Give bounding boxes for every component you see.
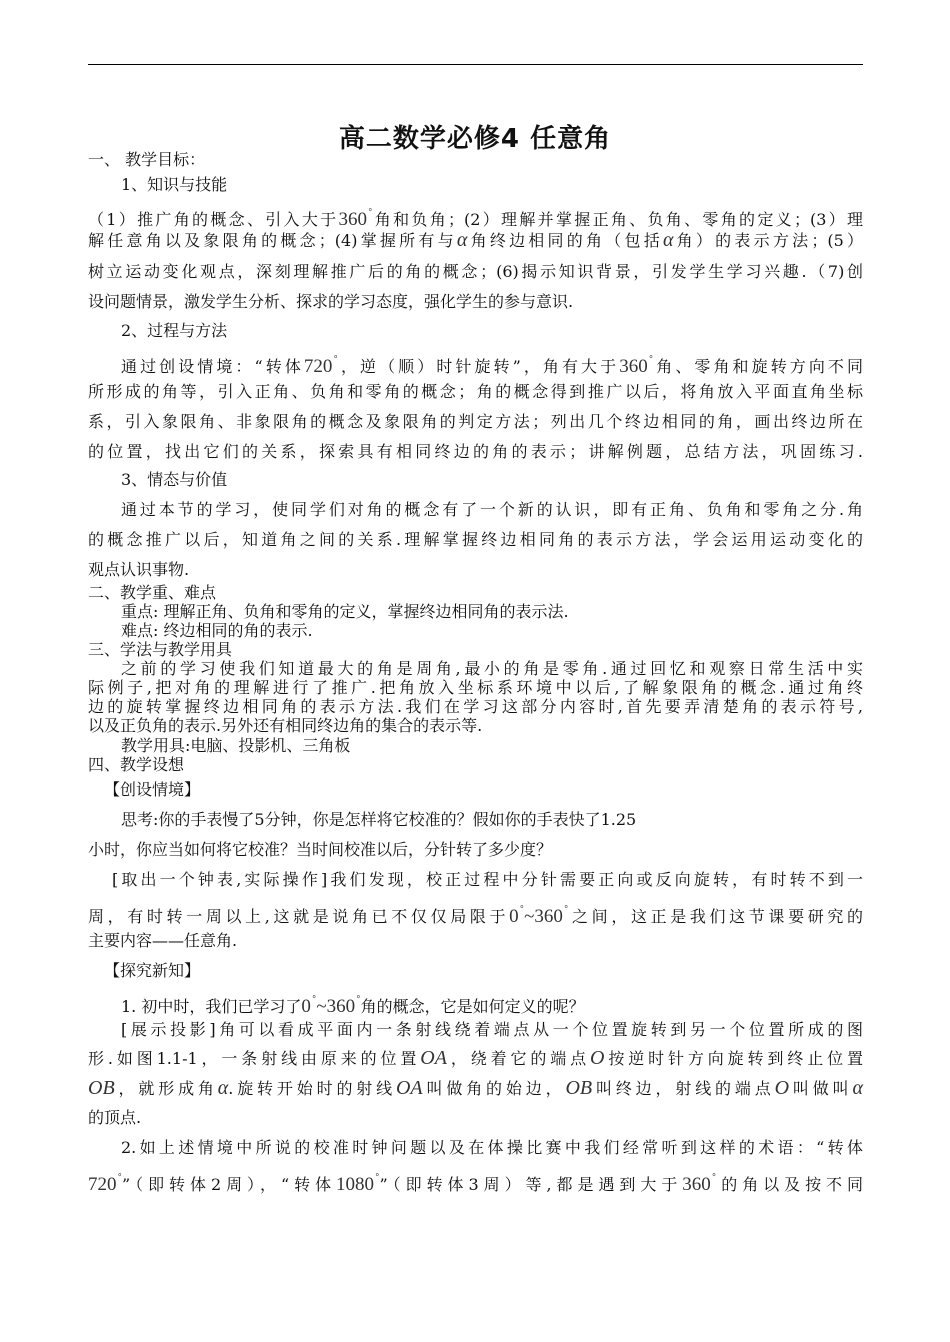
paragraph-line: 际例子,把对角的理解进行了推广.把角放入坐标系环境中以后,了解象限角的概念.通过角终: [88, 678, 863, 697]
paragraph-line: 以及正负角的表示.另外还有相同终边角的集合的表示等.: [88, 716, 483, 735]
section-heading-goals: 一、 教学目标：: [88, 150, 206, 169]
page-title: 高二数学必修4 任意角: [338, 124, 612, 154]
paragraph-line: 720°”（即转体2周），“转体1080°”（即转体3周）等,都是遇到大于360°的角以及按不同: [88, 1173, 863, 1195]
teaching-tools: 教学用具:电脑、投影机、三角板: [121, 736, 351, 755]
subheading-values: 3、情态与价值: [121, 470, 228, 489]
paragraph-line: 树立运动变化观点，深刻理解推广后的角的概念；(6)揭示知识背景，引发学生学习兴趣.（7)创: [88, 262, 863, 281]
paragraph-line: （1）推广角的概念、引入大于360°角和负角；(2）理解并掌握正角、负角、零角的定义；(3）理: [88, 208, 863, 230]
bracket-heading-explore: 【探究新知】: [104, 961, 201, 980]
paragraph-line: 主要内容——任意角.: [88, 931, 238, 950]
paragraph-line: 的位置，找出它们的关系，探索具有相同终边的角的表示；讲解例题，总结方法，巩固练习.: [88, 442, 863, 461]
paragraph-line: 的概念推广以后，知道角之间的关系.理解掌握终边相同角的表示方法，学会运用运动变化的: [88, 530, 863, 549]
section-heading-methods: 三、学法与教学用具: [88, 640, 233, 659]
paragraph-line: 1. 初中时，我们已学习了0°~360°角的概念，它是如何定义的呢？: [121, 995, 585, 1017]
paragraph-line: 的顶点.: [88, 1108, 142, 1127]
bracket-heading-scenario: 【创设情境】: [104, 780, 201, 799]
paragraph-line: 2.如上述情境中所说的校准时钟问题以及在体操比赛中我们经常听到这样的术语：“转体: [121, 1138, 863, 1157]
paragraph-line: 观点认识事物.: [88, 560, 190, 579]
key-point: 重点: 理解正角、负角和零角的定义，掌握终边相同角的表示法.: [121, 602, 569, 621]
paragraph-line: 设问题情景，激发学生分析、探求的学习态度，强化学生的参与意识.: [88, 292, 574, 311]
paragraph-line: 形.如图1.1-1，一条射线由原来的位置OA，绕着它的端点O按逆时针方向旋转到终止位置: [88, 1047, 863, 1069]
paragraph-line: 之前的学习使我们知道最大的角是周角,最小的角是零角.通过回忆和观察日常生活中实: [121, 659, 863, 678]
paragraph-line: 系，引入象限角、非象限角的概念及象限角的判定方法；列出几个终边相同的角，画出终边所在: [88, 412, 863, 431]
paragraph-line: 通过创设情境：“转体720°，逆（顺）时针旋转”，角有大于360°角、零角和旋转方向不同: [121, 355, 863, 377]
paragraph-line: 周，有时转一周以上,这就是说角已不仅仅局限于0°~360°之间，这正是我们这节课要研究的: [88, 905, 863, 927]
section-heading-keypoints: 二、教学重、难点: [88, 583, 217, 602]
paragraph-line: [取出一个钟表,实际操作]我们发现，校正过程中分针需要正向或反向旋转，有时转不到一: [112, 870, 863, 889]
section-heading-design: 四、教学设想: [88, 755, 185, 774]
paragraph-line: 思考:你的手表慢了5分钟，你是怎样将它校准的？假如你的手表快了1.25: [121, 810, 637, 829]
header-rule: [88, 64, 863, 65]
paragraph-line: OB，就形成角α.旋转开始时的射线OA叫做角的始边，OB叫终边，射线的端点O叫做叫α: [88, 1077, 863, 1099]
subheading-knowledge: 1、知识与技能: [121, 175, 228, 194]
paragraph-line: 通过本节的学习，使同学们对角的概念有了一个新的认识，即有正角、负角和零角之分.角: [121, 500, 863, 519]
paragraph-line: [展示投影]角可以看成平面内一条射线绕着端点从一个位置旋转到另一个位置所成的图: [121, 1020, 863, 1039]
difficult-point: 难点: 终边相同的角的表示.: [121, 621, 313, 640]
paragraph-line: 边的旋转掌握终边相同角的表示方法.我们在学习这部分内容时,首先要弄清楚角的表示符号,: [88, 697, 863, 716]
paragraph-line: 小时，你应当如何将它校准？当时间校准以后，分针转了多少度？: [88, 840, 553, 859]
subheading-process: 2、过程与方法: [121, 321, 228, 340]
paragraph-line: 解任意角以及象限角的概念；(4)掌握所有与α角终边相同的角（包括α角）的表示方法；(5）: [88, 229, 863, 251]
paragraph-line: 所形成的角等，引入正角、负角和零角的概念；角的概念得到推广以后，将角放入平面直角坐标: [88, 382, 863, 401]
